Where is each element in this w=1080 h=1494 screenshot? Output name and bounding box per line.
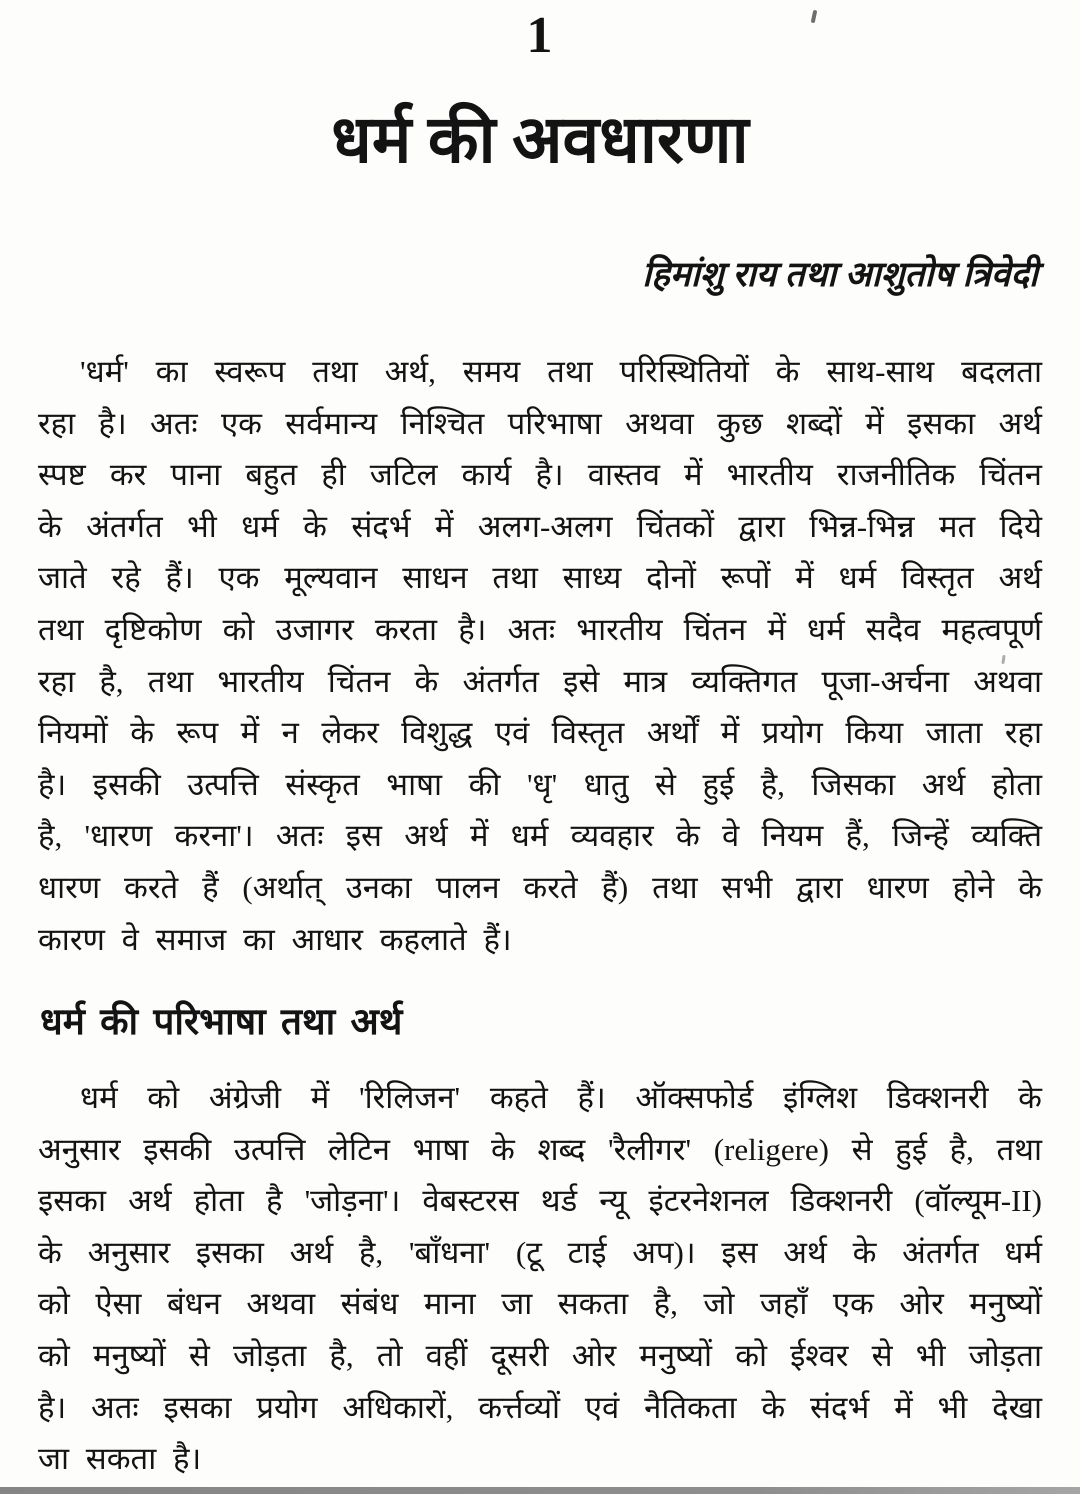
body-line: है। अतः इसका प्रयोग अधिकारों, कर्त्तव्यों एवं नैतिकता के संदर्भ में भी देखा [38,1389,1042,1425]
paragraph-1 [38,346,1042,965]
body-line: जा सकता है। [38,1441,202,1477]
section-heading: धर्म की परिभाषा तथा अर्थ [40,1002,403,1043]
body-line: है। इसकी उत्पत्ति संस्कृत भाषा की 'धृ' धातु से हुई है, जिसका अर्थ होता [38,766,1042,802]
body-line: धारण करते हैं (अर्थात् उनका पालन करते हैं) तथा सभी द्वारा धारण होने के [38,869,1042,905]
scan-edge-bar [0,1487,1080,1494]
body-line: को ऐसा बंधन अथवा संबंध माना जा सकता है, जो जहाँ एक ओर मनुष्यों [38,1286,1042,1322]
body-line: स्पष्ट कर पाना बहुत ही जटिल कार्य है। वास्तव में भारतीय राजनीतिक चिंतन [38,457,1042,493]
body-line: इसका अर्थ होता है 'जोड़ना'। वेबस्टरस थर्ड न्यू इंटरनेशनल डिक्शनरी (वॉल्यूम-II) [38,1183,1042,1219]
paragraph-2 [38,1072,1042,1485]
body-line: जाते रहे हैं। एक मूल्यवान साधन तथा साध्य दोनों रूपों में धर्म विस्तृत अर्थ [38,560,1042,596]
body-line: के अंतर्गत भी धर्म के संदर्भ में अलग-अलग चिंतकों द्वारा भिन्न-भिन्न मत दिये [38,508,1042,544]
author-byline: हिमांशु राय तथा आशुतोष त्रिवेदी [642,255,1038,294]
body-line: तथा दृष्टिकोण को उजागर करता है। अतः भारतीय चिंतन में धर्म सदैव महत्वपूर्ण [38,611,1042,647]
body-line: रहा है। अतः एक सर्वमान्य निश्चित परिभाषा अथवा कुछ शब्दों में इसका अर्थ [38,405,1042,441]
body-line: है, 'धारण करना'। अतः इस अर्थ में धर्म व्यवहार के वे नियम हैं, जिन्हें व्यक्ति [38,818,1042,854]
body-line: कारण वे समाज का आधार कहलाते हैं। [38,921,512,957]
body-line: के अनुसार इसका अर्थ है, 'बाँधना' (टू टाई अप)। इस अर्थ के अंतर्गत धर्म [38,1234,1042,1270]
body-line: 'धर्म' का स्वरूप तथा अर्थ, समय तथा परिस्थितियों के साथ-साथ बदलता [80,354,1042,389]
body-line: को मनुष्यों से जोड़ता है, तो वहीं दूसरी ओर मनुष्यों को ईश्वर से भी जोड़ता [38,1337,1042,1373]
page-title: धर्म की अवधारणा [331,104,749,177]
body-line: रहा है, तथा भारतीय चिंतन के अंतर्गत इसे मात्र व्यक्तिगत पूजा-अर्चना अथवा [38,663,1042,699]
chapter-number: 1 [526,7,554,64]
body-line: अनुसार इसकी उत्पत्ति लेटिन भाषा के शब्द 'रैलीगर' (religere) से हुई है, तथा [38,1131,1042,1167]
body-line: नियमों के रूप में न लेकर विशुद्ध एवं विस्तृत अर्थों में प्रयोग किया जाता रहा [38,715,1042,751]
body-line: धर्म को अंग्रेजी में 'रिलिजन' कहते हैं। ऑक्सफोर्ड इंग्लिश डिक्शनरी के [80,1080,1042,1115]
